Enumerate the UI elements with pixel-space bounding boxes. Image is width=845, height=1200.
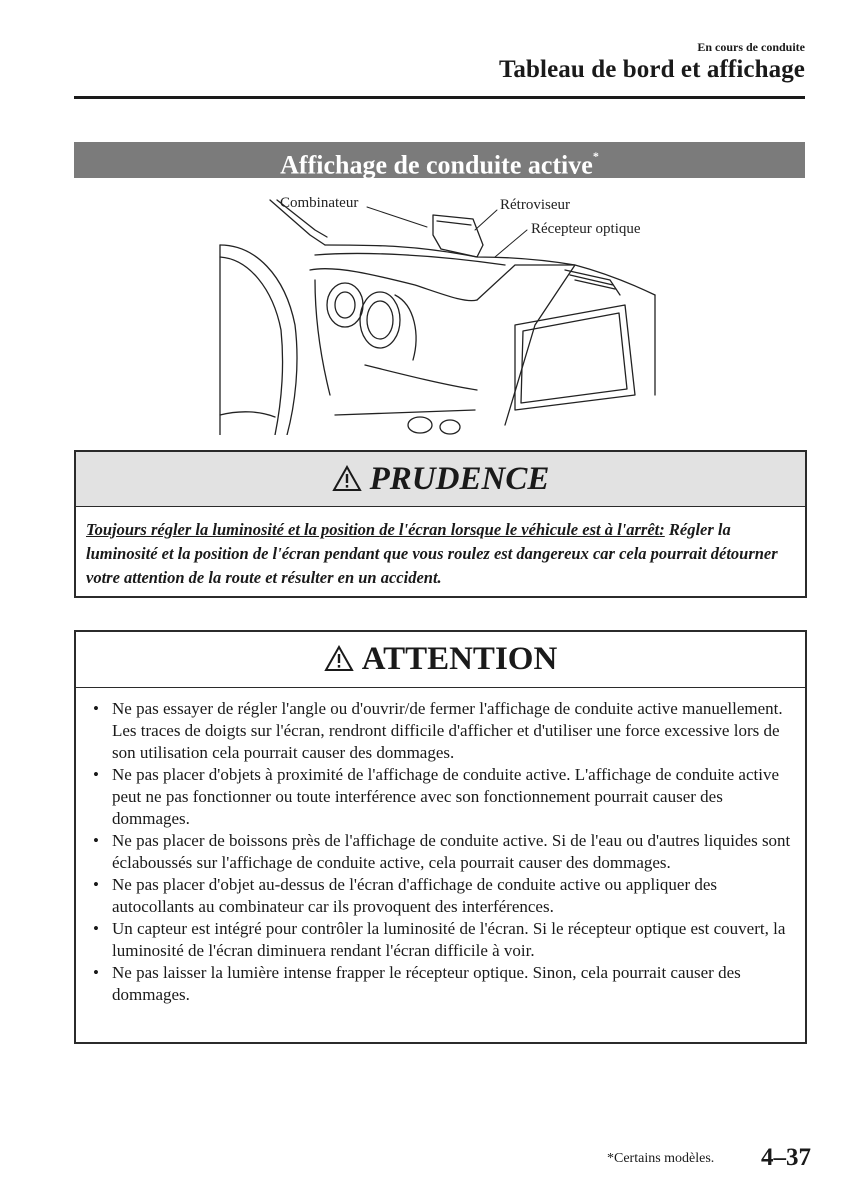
bullet: • bbox=[93, 765, 99, 784]
list-item-text: Ne pas placer d'objet au-dessus de l'écran d'affichage de conduite active ou appliquer des autocollants au combinateur car ils provoquent des interférences. bbox=[112, 875, 718, 916]
footnote: *Certains modèles. bbox=[607, 1151, 715, 1166]
bullet: • bbox=[93, 699, 99, 718]
attention-list bbox=[92, 698, 791, 1006]
list-item-text: Ne pas placer de boissons près de l'affichage de conduite active. Si de l'eau ou d'autres liquides sont éclaboussés sur l'affichage de conduite active, cela pourrait causer des dommages. bbox=[112, 831, 791, 872]
label-retroviseur: Rétroviseur bbox=[500, 197, 570, 213]
bullet: • bbox=[93, 831, 99, 850]
attention-body bbox=[76, 688, 805, 1006]
list-item bbox=[92, 698, 791, 764]
attention-title: ATTENTION bbox=[361, 641, 558, 677]
section-banner bbox=[74, 142, 805, 178]
prudence-body bbox=[76, 507, 805, 590]
page-title: Tableau de bord et affichage bbox=[498, 56, 805, 83]
label-combinateur: Combinateur bbox=[280, 195, 359, 211]
header-rule bbox=[74, 96, 805, 99]
list-item-text: Ne pas laisser la lumière intense frapper le récepteur optique. Sinon, cela pourrait causer des dommages. bbox=[112, 963, 741, 1004]
list-item bbox=[92, 918, 791, 962]
list-item bbox=[92, 830, 791, 874]
warning-icon bbox=[324, 645, 354, 672]
list-item-text: Un capteur est intégré pour contrôler la luminosité de l'écran. Si le récepteur optique est couvert, la luminosité de l'écran diminuera rendant l'écran difficile à voir. bbox=[112, 919, 786, 960]
prudence-box bbox=[74, 450, 807, 598]
list-item bbox=[92, 874, 791, 918]
list-item bbox=[92, 962, 791, 1006]
label-recepteur-optique: Récepteur optique bbox=[531, 221, 641, 237]
bullet: • bbox=[93, 919, 99, 938]
list-item-text: Ne pas essayer de régler l'angle ou d'ouvrir/de fermer l'affichage de conduite active manuellement. Les traces de doigts sur l'écran, rendront difficile d'afficher et d'utiliser une force excessive lors de son utilisation cela pourrait causer des dommages. bbox=[112, 699, 783, 762]
bullet: • bbox=[93, 875, 99, 894]
prudence-title: PRUDENCE bbox=[369, 461, 550, 497]
warning-icon bbox=[332, 465, 362, 492]
list-item-text: Ne pas placer d'objets à proximité de l'affichage de conduite active. L'affichage de conduite active peut ne pas fonctionner ou toute interférence avec son fonctionnement pourrait causer des dommages. bbox=[112, 765, 780, 828]
banner-asterisk: * bbox=[592, 149, 599, 163]
banner-title: Affichage de conduite active bbox=[280, 150, 593, 180]
prudence-lead: Toujours régler la luminosité et la position de l'écran lorsque le véhicule est à l'arrêt: bbox=[86, 520, 665, 539]
attention-box bbox=[74, 630, 807, 1044]
prudence-text: Régler la luminosité et la position de l'écran pendant que vous roulez est dangereux car cela pourrait détourner votre attention de la route et résulter en un accident. bbox=[86, 520, 778, 587]
section-label: En cours de conduite bbox=[697, 40, 805, 54]
dashboard-illustration bbox=[215, 185, 665, 435]
page-number: 4–37 bbox=[761, 1144, 811, 1171]
list-item bbox=[92, 764, 791, 830]
bullet: • bbox=[93, 963, 99, 982]
attention-header bbox=[76, 632, 805, 688]
prudence-header bbox=[76, 452, 805, 507]
